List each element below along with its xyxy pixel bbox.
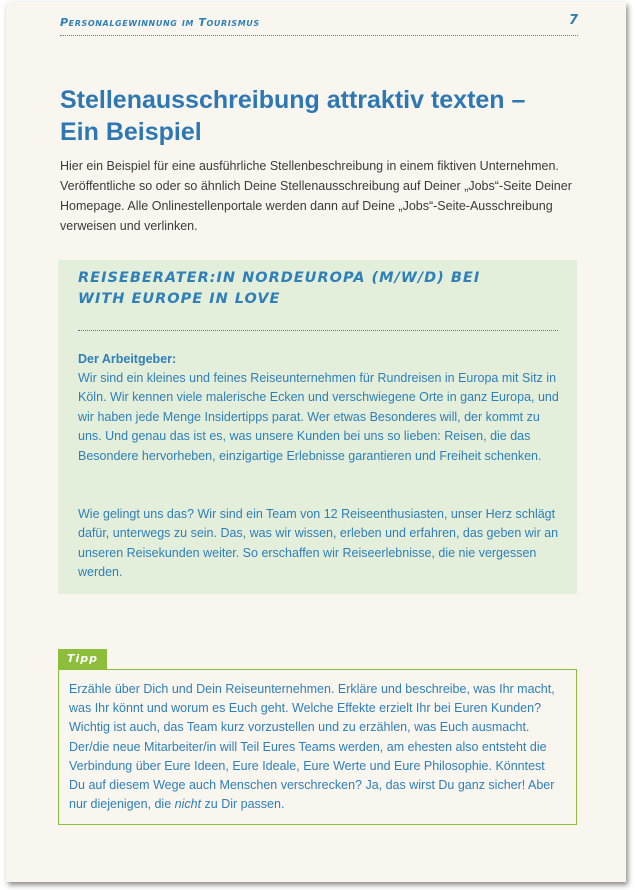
dotted-divider bbox=[78, 330, 558, 331]
running-header bbox=[60, 13, 578, 36]
employer-paragraph-1: Wir sind ein kleines und feines Reiseunternehmen für Rundreisen in Europa mit Sitz in Köln. Wir kennen viele malerische Ecken und verschwiegene Orte in ganz Europa, und wir haben jede Menge Insidertipps parat. Wer etwas Besonderes will, der kommt zu uns. Und genau das ist es, was unsere Kunden bei uns so lieben: Reisen, die das Besondere hervorheben, einzigartige Erlebnisse garantieren und Freiheit schenken. bbox=[78, 371, 559, 463]
job-ad-title bbox=[78, 268, 558, 310]
employer-label: Der Arbeitgeber: bbox=[78, 352, 177, 366]
job-ad-title-line2: WITH EUROPE IN LOVE bbox=[78, 291, 281, 307]
tip-text bbox=[69, 680, 564, 814]
employer-paragraph-2: Wie gelingt uns das? Wir sind ein Team von 12 Reiseenthusiasten, unser Herz schlägt dafür, unterwegs zu sein. Das, was wir wissen, erleben und erfahren, das geben wir an unseren Reisekunden weiter. So erschaffen wir Reiseerlebnisse, die nie vergessen werden. bbox=[78, 507, 559, 580]
tip-text-before: Erzähle über Dich und Dein Reiseunternehmen. Erkläre und beschreibe, was Ihr macht, was Ihr könnt und worum es Euch geht. Welche Effekte erzielt Ihr bei Euren Kunden? Wichtig ist auch, das Team kurz vorzustellen und zu erzählen, was Euch ausmacht. Der/die neue Mitarbeiter/in will Teil Eures Teams werden, am ehesten also entsteht die Verbindung über Eure Ideen, Eure Ideale, Eure Werte und Eure Philosophie. Könntest Du auf diesem Wege auch Menschen verschrecken? Ja, das wirst Du ganz sicher! Aber nur diejenigen, die bbox=[69, 682, 555, 812]
tip-text-after: zu Dir passen. bbox=[201, 797, 285, 812]
document-page bbox=[6, 2, 626, 882]
tip-label: Tipp bbox=[58, 649, 107, 669]
job-ad-title-line1: REISEBERATER:IN NORDEUROPA (M/W/D) BEI bbox=[78, 270, 481, 286]
page-title-line2: Ein Beispiel bbox=[60, 118, 202, 146]
intro-paragraph: Hier ein Beispiel für eine ausführliche Stellenbeschreibung in einem fiktiven Unternehmen. Veröffentliche so oder so ähnlich Deine Stellenausschreibung auf Deiner „Jobs“-Seite Deiner Homepage. Alle Onlinestellenportale werden dann auf Deine „Jobs“-Seite-Ausschreibung verweisen und verlinken. bbox=[60, 159, 572, 233]
page-title-line1: Stellenausschreibung attraktiv texten – bbox=[60, 86, 526, 114]
job-ad-box bbox=[58, 260, 577, 594]
running-title: Personalgewinnung im Tourismus bbox=[60, 16, 260, 29]
tip-box bbox=[58, 669, 577, 825]
tip-text-emphasis: nicht bbox=[174, 797, 202, 812]
page-number: 7 bbox=[568, 13, 578, 28]
page-title bbox=[60, 84, 580, 148]
